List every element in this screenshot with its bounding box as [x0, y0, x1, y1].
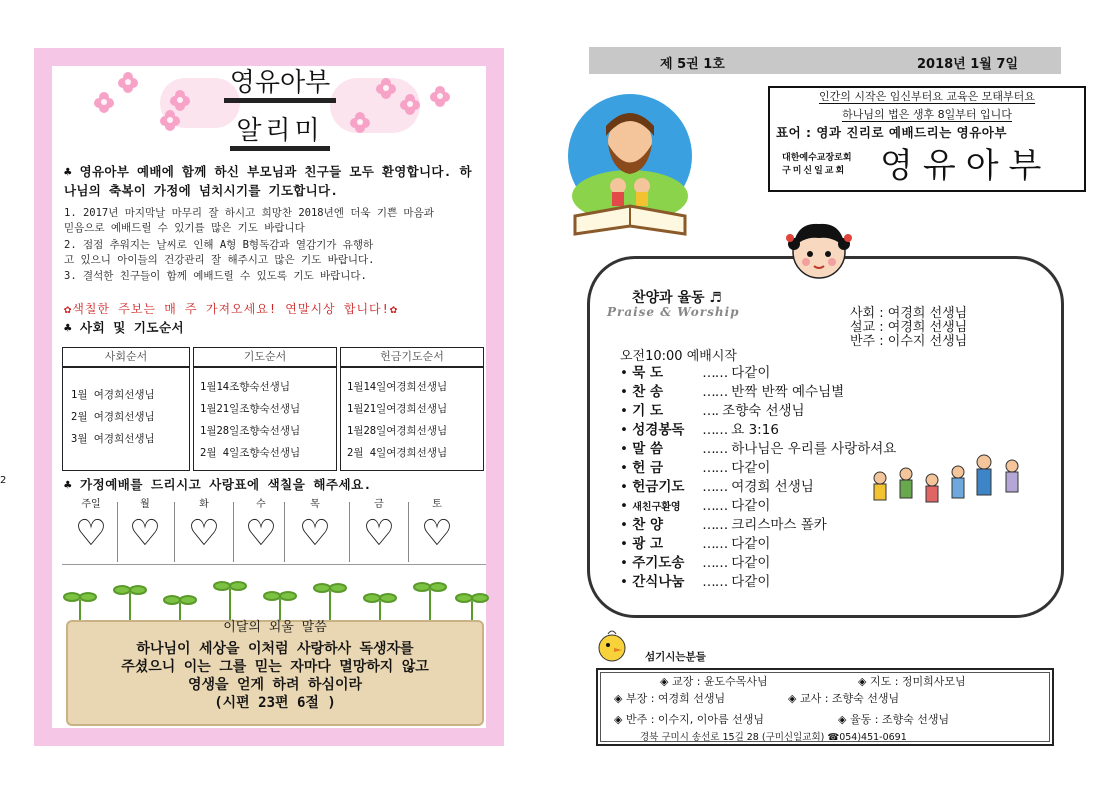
host-column [62, 347, 190, 471]
order-value: 다같이 [731, 498, 771, 514]
flower-icon [118, 72, 138, 92]
table-cell: 1월28일여경희선생님 [347, 425, 448, 437]
staff-advisor: ◈ 지도 : 정미희사모님 [858, 675, 966, 688]
order-item: • 찬 양 …… 크리스마스 폴카 [620, 513, 827, 532]
staff-principal: ◈ 교장 : 윤도수목사님 [660, 675, 768, 688]
order-name: 주기도송 [632, 555, 685, 571]
verse-line: 주셨으니 이는 그를 믿는 자마다 멸망하지 않고 [121, 659, 429, 675]
order-name: 헌 금 [632, 460, 664, 476]
order-name: 말 씀 [632, 441, 664, 457]
order-name: 광 고 [632, 536, 664, 552]
heart-icon[interactable]: ♡ [244, 513, 278, 554]
order-item: • 기 도 …. 조향숙 선생님 [620, 399, 805, 418]
order-value: 다같이 [731, 574, 771, 590]
table-cell: 2월 여경희선생님 [71, 411, 155, 423]
newsletter-title: 영유아부 [180, 62, 380, 99]
order-value: 다같이 [731, 536, 771, 552]
department-name: 영유아부 [880, 146, 1052, 186]
order-value: 조향숙 선생님 [722, 403, 805, 419]
order-item: • 성경봉독 …… 요 3:16 [620, 418, 779, 437]
department-slogan: 표어 : 영과 진리로 예배드리는 영유아부 [776, 125, 1007, 140]
order-value: 요 3:16 [731, 422, 779, 438]
table-cell: 1월14일여경희선생님 [347, 381, 448, 393]
motto-line: 인간의 시작은 임신부터요 교육은 모태부터요 [819, 90, 1035, 103]
program-title: 찬양과 율동 ♬ [632, 290, 722, 306]
issue-date: 2018년 1월 7일 [917, 57, 1018, 72]
day-cell[interactable] [116, 498, 174, 556]
notice-line: 3. 결석한 친구들이 함께 예배드릴 수 있도록 기도 바랍니다. [64, 270, 367, 282]
church-name: 구미신일교회 [782, 166, 847, 176]
order-name: 간식나눔 [632, 574, 685, 590]
motto-line: 하나님의 법은 생후 8일부터 입니다 [842, 108, 1012, 121]
column-header: 헌금기도순서 [341, 348, 483, 368]
order-item: • 간식나눔 …… 다같이 [620, 570, 770, 589]
service-time: 오전10:00 예배시작 [620, 349, 737, 364]
program-subtitle: Praise & Worship [607, 305, 740, 319]
order-name: 헌금기도 [632, 479, 685, 495]
table-cell: 1월21일여경희선생님 [347, 403, 448, 415]
notice-line: 2. 점점 추워지는 날씨로 인해 A형 B형독감과 열감기가 유행하 [64, 239, 374, 251]
table-cell: 1월21일조향숙선생님 [200, 403, 301, 415]
column-header: 사회순서 [63, 348, 189, 368]
table-cell: 1월28일조향숙선생님 [200, 425, 301, 437]
offering-column [340, 347, 484, 471]
leader-preacher: 설교 : 여경희 선생님 [850, 320, 968, 335]
heart-icon[interactable]: ♡ [74, 513, 108, 554]
order-name: 기 도 [632, 403, 664, 419]
order-dots: …… [702, 536, 728, 552]
table-cell: 2월 4일조향숙선생님 [200, 447, 301, 459]
notice-line: 고 있으니 아이들의 건강관리 잘 해주시고 많은 기도 바랍니다. [64, 254, 375, 266]
love-chart [62, 498, 486, 565]
order-dots: …… [702, 384, 728, 400]
order-value: 여경희 선생님 [731, 479, 814, 495]
order-item: • 광 고 …… 다같이 [620, 532, 770, 551]
order-item: • 헌금기도 …… 여경희 선생님 [620, 475, 814, 494]
newsletter-subtitle: 알리미 [180, 110, 380, 147]
order-item: • 새친구환영 …… 다같이 [620, 498, 771, 514]
order-dots: …… [702, 422, 728, 438]
day-cell[interactable] [175, 498, 233, 556]
day-cell[interactable] [350, 498, 408, 556]
girl-face-illustration [784, 214, 854, 284]
day-label: 목 [310, 499, 320, 510]
day-cell[interactable] [232, 498, 290, 556]
order-value: 다같이 [731, 365, 771, 381]
day-label: 월 [140, 499, 150, 510]
page-number: 2 [0, 475, 7, 486]
jesus-bible-illustration [560, 86, 710, 246]
order-name: 찬 양 [632, 517, 664, 533]
order-dots: …… [702, 479, 728, 495]
order-dots: …… [702, 498, 728, 514]
order-value: 크리스마스 폴카 [731, 517, 827, 533]
order-dots: …… [702, 460, 728, 476]
day-cell[interactable] [408, 498, 466, 556]
staff-director: ◈ 부장 : 여경희 선생님 [614, 692, 726, 705]
day-label: 토 [432, 499, 442, 510]
verse-line: (시편 23편 6절 ) [214, 695, 336, 711]
staff-teacher: ◈ 교사 : 조향숙 선생님 [788, 692, 900, 705]
order-item: • 찬 송 …… 반짝 반짝 예수님별 [620, 380, 844, 399]
order-dots: …… [702, 555, 728, 571]
order-value: 다같이 [731, 555, 771, 571]
flower-icon [400, 94, 420, 114]
heart-icon[interactable]: ♡ [128, 513, 162, 554]
order-dots: …… [702, 365, 728, 381]
notice-line: 1. 2017년 마지막날 마무리 잘 하시고 희망찬 2018년엔 더욱 기쁜 마음과 [64, 207, 434, 219]
memory-verse [66, 640, 484, 712]
leader-host: 사회 : 여경희 선생님 [850, 306, 968, 321]
table-cell: 3월 여경희선생님 [71, 433, 155, 445]
table-cell: 2월 4일여경희선생님 [347, 447, 448, 459]
order-value: 다같이 [731, 460, 771, 476]
heart-icon[interactable]: ♡ [362, 513, 396, 554]
order-item: • 묵 도 …… 다같이 [620, 361, 770, 380]
flower-icon [160, 110, 180, 130]
order-name: 새친구환영 [632, 502, 681, 513]
family-worship-heading: ♣ 가정예배를 드리시고 사랑표에 색칠을 해주세요. [64, 477, 372, 492]
day-cell[interactable] [62, 498, 120, 556]
flower-icon [94, 92, 114, 112]
church-address: 경북 구미시 송선로 15길 28 (구미신일교회) ☎054)451-0691 [640, 732, 907, 743]
issue-number: 제 5권 1호 [660, 57, 725, 72]
order-value: 하나님은 우리를 사랑하셔요 [731, 441, 897, 457]
verse-line: 하나님이 세상을 이처럼 사랑하사 독생자를 [136, 641, 414, 657]
order-name: 찬 송 [632, 384, 664, 400]
flower-icon [430, 86, 450, 106]
order-value: 반짝 반짝 예수님별 [731, 384, 845, 400]
heart-icon[interactable]: ♡ [420, 513, 454, 554]
order-name: 묵 도 [632, 365, 664, 381]
heart-icon[interactable]: ♡ [187, 513, 221, 554]
staff-accompanist: ◈ 반주 : 이수지, 이아름 선생님 [614, 713, 765, 726]
table-cell: 1월 여경희선생님 [71, 389, 155, 401]
prayer-column [193, 347, 337, 471]
day-label: 금 [374, 499, 384, 510]
leader-accompanist: 반주 : 이수지 선생님 [850, 334, 968, 349]
verse-line: 영생을 얻게 하려 하심이라 [187, 677, 363, 693]
order-item: • 말 씀 …… 하나님은 우리를 사랑하셔요 [620, 437, 896, 456]
order-dots: …. [702, 403, 719, 419]
divider [284, 502, 285, 562]
day-cell[interactable] [286, 498, 344, 556]
coloring-notice: ✿색칠한 주보는 매 주 가져오세요! 연말시상 합니다!✿ [64, 302, 399, 316]
order-dots: …… [702, 517, 728, 533]
order-name: 성경봉독 [632, 422, 685, 438]
denomination: 대한예수교장로회 [782, 153, 852, 163]
notice-line: 믿음으로 예배드릴 수 있기를 많은 기도 바랍니다 [64, 222, 305, 234]
order-heading: ♣ 사회 및 기도순서 [64, 320, 185, 335]
order-dots: …… [702, 574, 728, 590]
order-item: • 주기도송 …… 다같이 [620, 551, 770, 570]
welcome-message: ♣ 영유아부 예배에 함께 하신 부모님과 친구들 모두 환영합니다. 하나님의 축복이 가정에 넘치시기를 기도합니다. [64, 164, 472, 198]
day-label: 수 [256, 499, 266, 510]
prayer-schedule-table [62, 347, 484, 471]
order-item: • 헌 금 …… 다같이 [620, 456, 770, 475]
children-group-illustration [866, 452, 1030, 514]
column-header: 기도순서 [194, 348, 336, 368]
order-dots: …… [702, 441, 728, 457]
day-label: 주일 [81, 499, 101, 510]
chick-icon [594, 628, 630, 664]
staff-dance: ◈ 율동 : 조향숙 선생님 [838, 713, 950, 726]
staff-heading: 섬기시는분들 [645, 651, 706, 663]
verse-heading: 이달의 외울 말씀 [223, 620, 327, 635]
table-cell: 1월14조향숙선생님 [200, 381, 290, 393]
day-label: 화 [199, 499, 209, 510]
heart-icon[interactable]: ♡ [298, 513, 332, 554]
